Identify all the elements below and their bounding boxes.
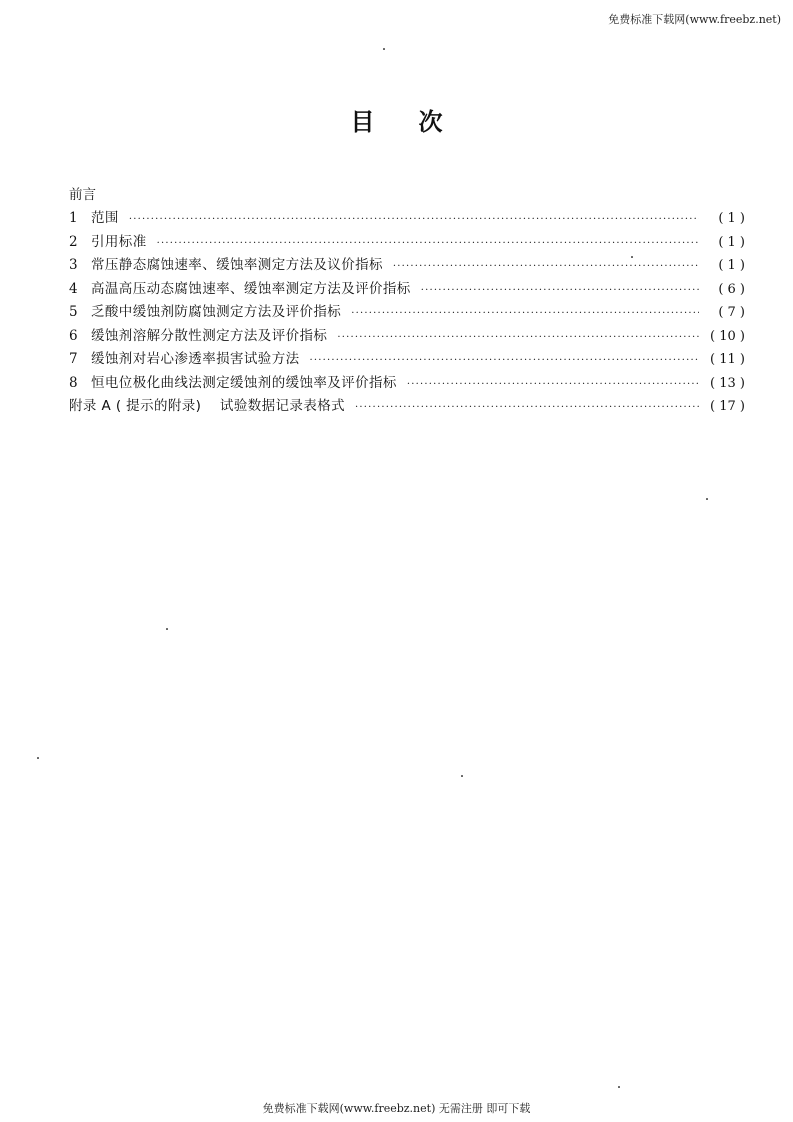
table-of-contents	[69, 183, 745, 419]
scan-speck	[618, 1086, 620, 1088]
toc-entry	[69, 278, 745, 302]
toc-entry-page: ( 6 )	[718, 281, 745, 297]
toc-entry-title: 恒电位极化曲线法测定缓蚀剂的缓蚀率及评价指标	[91, 374, 397, 391]
toc-entry-number: 3	[69, 257, 78, 273]
dot-leader	[355, 396, 699, 420]
toc-entry	[69, 207, 745, 231]
toc-entry	[69, 231, 745, 255]
dot-leader	[393, 255, 699, 279]
dot-leader	[129, 208, 699, 232]
dot-leader	[310, 349, 700, 373]
toc-entry-title: 常压静态腐蚀速率、缓蚀率测定方法及议价指标	[91, 257, 383, 273]
dot-leader	[407, 373, 699, 397]
toc-entry-page: ( 1 )	[718, 211, 745, 226]
toc-entry-number: 1	[69, 210, 78, 226]
toc-entry-page: ( 13 )	[710, 375, 745, 391]
footer-watermark: 免费标准下载网(www.freebz.net) 无需注册 即可下载	[262, 1102, 531, 1115]
scan-speck	[37, 757, 39, 759]
scan-speck	[383, 48, 385, 50]
scan-speck	[166, 628, 168, 630]
toc-entry-title: 缓蚀剂溶解分散性测定方法及评价指标	[91, 327, 328, 344]
toc-appendix-title: 附录 A ( 提示的附录) 试验数据记录表格式	[69, 398, 346, 414]
dot-leader	[421, 279, 699, 303]
toc-entry-title: 乏酸中缓蚀剂防腐蚀测定方法及评价指标	[91, 304, 342, 320]
dot-leader	[337, 326, 699, 350]
toc-entry-number: 7	[69, 351, 78, 367]
toc-entry	[69, 301, 745, 325]
toc-entry-title: 范围	[91, 210, 119, 226]
scan-speck	[461, 775, 463, 777]
toc-entry-page: ( 7 )	[718, 305, 745, 320]
toc-appendix	[69, 395, 745, 419]
toc-entry-page: ( 1 )	[718, 234, 745, 250]
toc-entry-number: 6	[69, 327, 78, 344]
toc-entry-title: 高温高压动态腐蚀速率、缓蚀率测定方法及评价指标	[91, 280, 411, 297]
toc-preface: 前言	[69, 187, 96, 203]
scan-speck	[706, 498, 708, 500]
toc-entry-page: ( 11 )	[710, 352, 745, 367]
toc-entry	[69, 325, 745, 349]
toc-entry-number: 4	[69, 280, 78, 297]
toc-entry	[69, 348, 745, 372]
dot-leader	[157, 232, 699, 256]
scan-speck	[631, 256, 633, 258]
toc-entry	[69, 372, 745, 396]
toc-entry-page: ( 10 )	[710, 328, 745, 344]
toc-entry-page: ( 1 )	[718, 258, 745, 273]
toc-entry-number: 8	[69, 374, 78, 391]
toc-appendix-page: ( 17 )	[710, 399, 745, 414]
toc-entry-number: 2	[69, 233, 78, 250]
dot-leader	[351, 302, 699, 326]
toc-entry-title: 引用标准	[91, 233, 147, 250]
toc-entry	[69, 254, 745, 278]
toc-entry-title: 缓蚀剂对岩心渗透率损害试验方法	[91, 351, 300, 367]
toc-entry-number: 5	[69, 304, 78, 320]
header-watermark: 免费标准下载网(www.freebz.net)	[608, 13, 781, 26]
page-title: 目次	[350, 108, 487, 136]
